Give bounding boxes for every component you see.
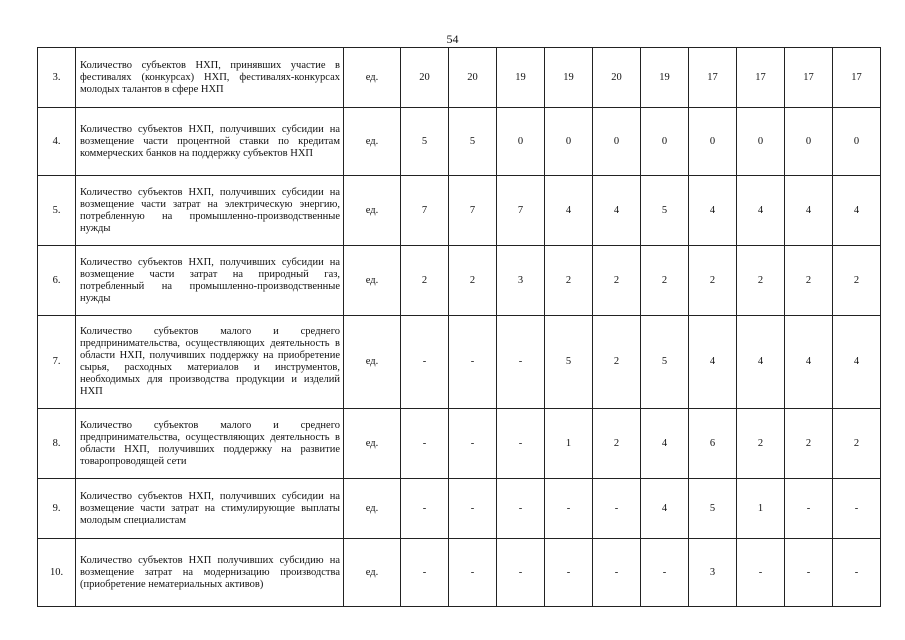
- value-cell: -: [641, 539, 689, 607]
- page-number: 54: [446, 32, 459, 46]
- value-cell: 5: [689, 479, 737, 539]
- row-number: 5.: [38, 176, 76, 246]
- value-cell: 0: [545, 108, 593, 176]
- row-description: Количество субъектов НХП, принявших участие в фестивалях (конкурсах) НХП, фестивалях-конкурсах молодых талантов в сфере НХП: [76, 48, 344, 108]
- value-cell: 17: [833, 48, 881, 108]
- value-cell: 4: [737, 316, 785, 409]
- row-number: 10.: [38, 539, 76, 607]
- value-cell: 7: [449, 176, 497, 246]
- table-row: [38, 316, 881, 409]
- value-cell: 4: [689, 316, 737, 409]
- value-cell: 5: [641, 176, 689, 246]
- row-description: Количество субъектов НХП, получивших субсидии на возмещение части процентной ставки по кредитам коммерческих банков на поддержку субъектов НХП: [76, 108, 344, 176]
- value-cell: 0: [833, 108, 881, 176]
- value-cell: 4: [833, 316, 881, 409]
- value-cell: 20: [401, 48, 449, 108]
- value-cell: 4: [833, 176, 881, 246]
- value-cell: 17: [737, 48, 785, 108]
- value-cell: -: [545, 539, 593, 607]
- value-cell: 2: [785, 409, 833, 479]
- value-cell: 6: [689, 409, 737, 479]
- row-number: 9.: [38, 479, 76, 539]
- value-cell: -: [593, 539, 641, 607]
- value-cell: 19: [497, 48, 545, 108]
- value-cell: 3: [497, 246, 545, 316]
- value-cell: 0: [785, 108, 833, 176]
- table-row: [38, 409, 881, 479]
- row-unit: ед.: [344, 539, 401, 607]
- table-row: [38, 539, 881, 607]
- row-unit: ед.: [344, 176, 401, 246]
- value-cell: -: [449, 409, 497, 479]
- value-cell: -: [737, 539, 785, 607]
- value-cell: 4: [785, 316, 833, 409]
- value-cell: 2: [689, 246, 737, 316]
- row-number: 4.: [38, 108, 76, 176]
- value-cell: -: [401, 316, 449, 409]
- value-cell: 1: [545, 409, 593, 479]
- value-cell: 7: [401, 176, 449, 246]
- value-cell: 2: [737, 409, 785, 479]
- value-cell: 5: [641, 316, 689, 409]
- value-cell: 20: [593, 48, 641, 108]
- value-cell: -: [785, 479, 833, 539]
- value-cell: -: [401, 479, 449, 539]
- row-unit: ед.: [344, 479, 401, 539]
- value-cell: -: [497, 409, 545, 479]
- value-cell: 4: [593, 176, 641, 246]
- value-cell: 2: [785, 246, 833, 316]
- row-description: Количество субъектов НХП, получивших субсидии на возмещение части затрат на электрическую энергию, потребленную на промышленно-производственные нужды: [76, 176, 344, 246]
- value-cell: 7: [497, 176, 545, 246]
- row-description: Количество субъектов малого и среднего предпринимательства, осуществляющих деятельность в области НХП, получивших поддержку на приобретение сырья, расходных материалов и инструментов, необходимых для производства продукции и изделий НХП: [76, 316, 344, 409]
- table-body: [38, 48, 881, 607]
- value-cell: 0: [737, 108, 785, 176]
- row-description: Количество субъектов НХП, получивших субсидии на возмещение части затрат на стимулирующие выплаты молодым специалистам: [76, 479, 344, 539]
- row-description: Количество субъектов НХП получивших субсидию на возмещение затрат на модернизацию производства (приобретение нематериальных активов): [76, 539, 344, 607]
- value-cell: 2: [545, 246, 593, 316]
- value-cell: -: [449, 479, 497, 539]
- value-cell: 5: [545, 316, 593, 409]
- row-unit: ед.: [344, 246, 401, 316]
- value-cell: 19: [545, 48, 593, 108]
- value-cell: -: [497, 479, 545, 539]
- table-row: [38, 48, 881, 108]
- value-cell: 2: [737, 246, 785, 316]
- value-cell: 2: [449, 246, 497, 316]
- value-cell: 4: [689, 176, 737, 246]
- value-cell: -: [785, 539, 833, 607]
- value-cell: 17: [689, 48, 737, 108]
- row-unit: ед.: [344, 48, 401, 108]
- table-row: [38, 246, 881, 316]
- value-cell: -: [497, 316, 545, 409]
- row-unit: ед.: [344, 316, 401, 409]
- value-cell: 2: [593, 246, 641, 316]
- row-description: Количество субъектов НХП, получивших субсидии на возмещение части затрат на природный газ, потребленный на промышленно-производственные нужды: [76, 246, 344, 316]
- value-cell: 0: [641, 108, 689, 176]
- value-cell: 5: [449, 108, 497, 176]
- row-unit: ед.: [344, 108, 401, 176]
- value-cell: 4: [785, 176, 833, 246]
- value-cell: 0: [593, 108, 641, 176]
- value-cell: 2: [593, 316, 641, 409]
- value-cell: 2: [833, 409, 881, 479]
- value-cell: -: [449, 316, 497, 409]
- value-cell: -: [833, 539, 881, 607]
- value-cell: -: [401, 539, 449, 607]
- value-cell: 4: [545, 176, 593, 246]
- value-cell: 2: [593, 409, 641, 479]
- value-cell: 4: [641, 479, 689, 539]
- value-cell: 17: [785, 48, 833, 108]
- row-number: 7.: [38, 316, 76, 409]
- value-cell: 2: [401, 246, 449, 316]
- indicators-table: [37, 47, 881, 607]
- value-cell: 5: [401, 108, 449, 176]
- value-cell: 1: [737, 479, 785, 539]
- row-description: Количество субъектов малого и среднего предпринимательства, осуществляющих деятельность в области НХП, получивших поддержку на развитие товаропроводящей сети: [76, 409, 344, 479]
- value-cell: -: [545, 479, 593, 539]
- value-cell: 4: [641, 409, 689, 479]
- table-row: [38, 479, 881, 539]
- row-unit: ед.: [344, 409, 401, 479]
- value-cell: -: [401, 409, 449, 479]
- value-cell: 2: [833, 246, 881, 316]
- value-cell: 4: [737, 176, 785, 246]
- row-number: 6.: [38, 246, 76, 316]
- value-cell: -: [593, 479, 641, 539]
- table-row: [38, 108, 881, 176]
- value-cell: 2: [641, 246, 689, 316]
- value-cell: 20: [449, 48, 497, 108]
- value-cell: 0: [497, 108, 545, 176]
- value-cell: -: [833, 479, 881, 539]
- row-number: 3.: [38, 48, 76, 108]
- value-cell: 19: [641, 48, 689, 108]
- value-cell: -: [449, 539, 497, 607]
- row-number: 8.: [38, 409, 76, 479]
- value-cell: -: [497, 539, 545, 607]
- value-cell: 0: [689, 108, 737, 176]
- value-cell: 3: [689, 539, 737, 607]
- table-row: [38, 176, 881, 246]
